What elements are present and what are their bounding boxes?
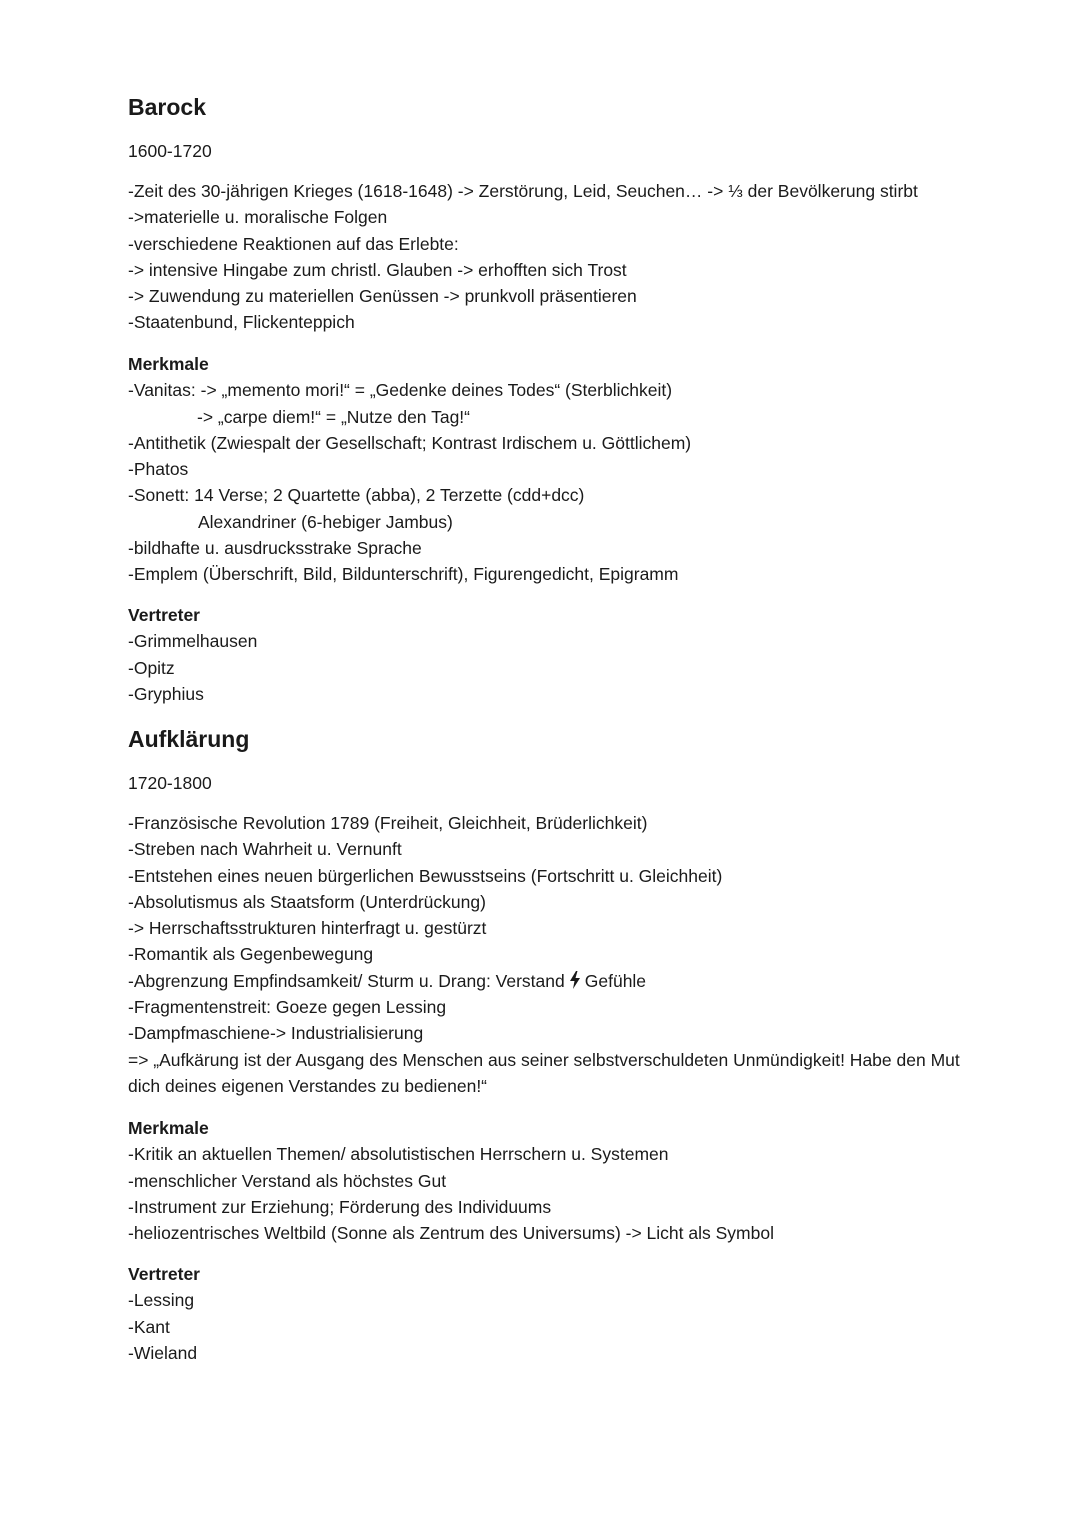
list-item: -Grimmelhausen — [128, 631, 258, 652]
list-item: -Staatenbund, Flickenteppich — [128, 312, 355, 333]
section-title-barock: Barock — [128, 94, 206, 120]
list-item: -Instrument zur Erziehung; Förderung des Individuums — [128, 1196, 552, 1217]
list-item: -menschlicher Verstand als höchstes Gut — [128, 1170, 447, 1191]
list-item: -verschiedene Reaktionen auf das Erlebte: — [128, 233, 459, 254]
representatives-heading: Vertreter — [128, 605, 200, 625]
list-item: -bildhafte u. ausdrucksstrake Sprache — [128, 538, 422, 559]
list-item: -Phatos — [128, 459, 189, 480]
list-item: ->materielle u. moralische Folgen — [128, 207, 388, 228]
representatives-barock — [128, 602, 988, 707]
period-barock: 1600-1720 — [128, 141, 212, 161]
list-item: -> Zuwendung zu materiellen Genüssen -> prunkvoll präsentieren — [128, 286, 637, 307]
list-item: -Entstehen eines neuen bürgerlichen Bewusstseins (Fortschritt u. Gleichheit) — [128, 865, 723, 886]
lightning-bolt-icon — [569, 971, 581, 989]
representatives-heading: Vertreter — [128, 1264, 200, 1284]
list-item: -Emplem (Überschrift, Bild, Bildunterschrift), Figurengedicht, Epigramm — [128, 564, 679, 585]
list-item: -Streben nach Wahrheit u. Vernunft — [128, 839, 402, 860]
quote: => „Aufkärung ist der Ausgang des Menschen aus seiner selbstverschuldeten Unmündigkeit! Habe den Mut dich deines eigenen Verstandes zu bedienen!“ — [128, 1049, 960, 1096]
list-item: -Antithetik (Zwiespalt der Gesellschaft; Kontrast Irdischem u. Göttlichem) — [128, 432, 692, 453]
list-item: -> „carpe diem!“ = „Nutze den Tag!“ — [197, 406, 470, 427]
features-barock — [128, 351, 988, 588]
list-item: -Fragmentenstreit: Goeze gegen Lessing — [128, 997, 447, 1018]
context-list-barock — [128, 178, 988, 336]
list-item: -> Herrschaftsstrukturen hinterfragt u. gestürzt — [128, 918, 487, 939]
list-item: -heliozentrisches Weltbild (Sonne als Zentrum des Universums) -> Licht als Symbol — [128, 1223, 774, 1244]
list-item: Alexandriner (6-hebiger Jambus) — [198, 511, 453, 532]
section-title-aufklaerung: Aufklärung — [128, 726, 250, 752]
contrast-left-text: -Abgrenzung Empfindsamkeit/ Sturm u. Drang: Verstand — [128, 970, 565, 991]
list-item: -> intensive Hingabe zum christl. Glauben -> erhofften sich Trost — [128, 259, 627, 280]
list-item: -Zeit des 30-jährigen Krieges (1618-1648) -> Zerstörung, Leid, Seuchen… -> ⅓ der Bevölkerung stirbt — [128, 181, 918, 201]
list-item: -Wieland — [128, 1342, 198, 1363]
representatives-aufklaerung — [128, 1261, 988, 1366]
list-item: -Französische Revolution 1789 (Freiheit, Gleichheit, Brüderlichkeit) — [128, 813, 648, 833]
list-item: -Romantik als Gegenbewegung — [128, 944, 374, 965]
list-item: -Vanitas: -> „memento mori!“ = „Gedenke deines Todes“ (Sterblichkeit) — [128, 380, 673, 401]
features-heading: Merkmale — [128, 1118, 209, 1138]
contrast-right-text: Gefühle — [584, 970, 647, 991]
features-heading: Merkmale — [128, 354, 209, 374]
list-item: -Opitz — [128, 657, 175, 678]
list-item: -Absolutismus als Staatsform (Unterdrückung) — [128, 891, 486, 912]
list-item: -Kritik an aktuellen Themen/ absolutistischen Herrschern u. Systemen — [128, 1144, 669, 1165]
period-aufklaerung: 1720-1800 — [128, 773, 212, 793]
list-item: -Sonett: 14 Verse; 2 Quartette (abba), 2 Terzette (cdd+dcc) — [128, 485, 585, 506]
list-item-contrast — [128, 968, 988, 994]
list-item: -Kant — [128, 1316, 170, 1337]
list-item: -Dampfmaschiene-> Industrialisierung — [128, 1023, 424, 1044]
list-item: -Lessing — [128, 1290, 195, 1311]
list-item: -Gryphius — [128, 683, 204, 704]
features-aufklaerung — [128, 1115, 988, 1246]
context-list-aufklaerung — [128, 810, 988, 1099]
